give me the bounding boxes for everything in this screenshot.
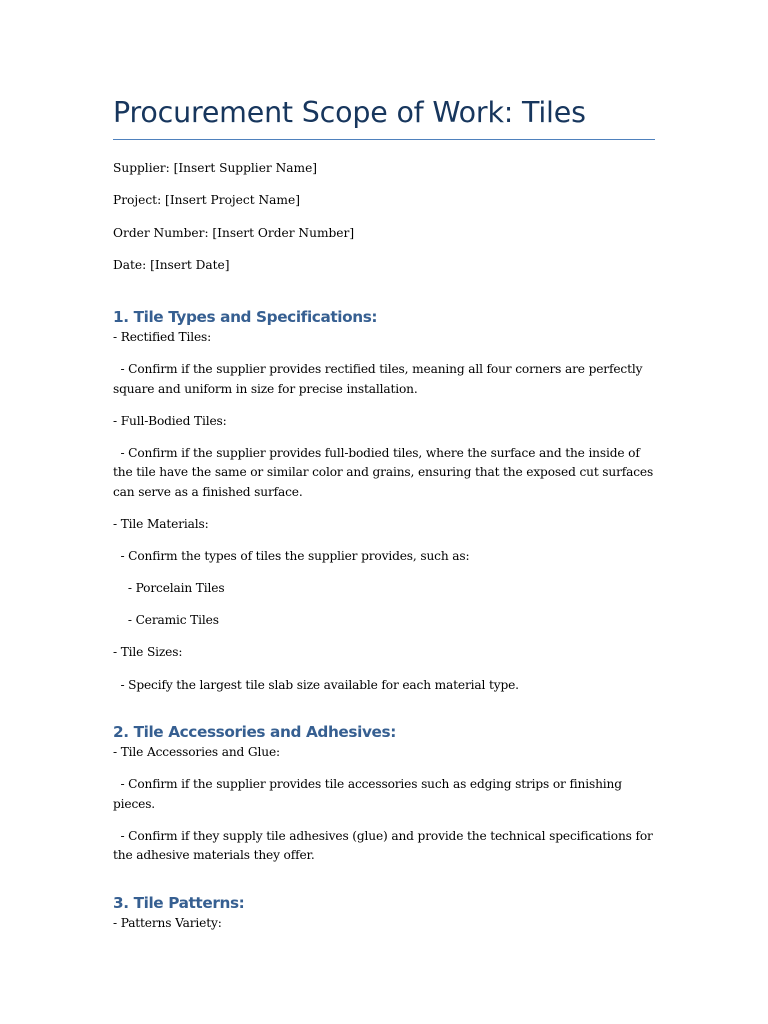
paragraph: - Rectified Tiles: <box>113 329 212 344</box>
date-line: Date: [Insert Date] <box>113 257 230 272</box>
document-meta <box>113 158 655 275</box>
title-divider <box>113 139 655 140</box>
paragraph: - Tile Materials: <box>113 517 209 532</box>
project-line: Project: [Insert Project Name] <box>113 193 300 208</box>
paragraph: - Confirm if the supplier provides rectified tiles, meaning all four corners are perfectly square and uniform in size for precise installation. <box>113 361 647 396</box>
paragraph: - Tile Sizes: <box>113 645 183 660</box>
paragraph: - Specify the largest tile slab size available for each material type. <box>113 677 519 692</box>
paragraph: - Tile Accessories and Glue: <box>113 745 280 760</box>
page-title: Procurement Scope of Work: Tiles <box>113 96 586 129</box>
section-tile-patterns <box>113 892 655 934</box>
document-page <box>113 92 655 946</box>
order-number-line: Order Number: [Insert Order Number] <box>113 225 355 240</box>
section-tile-types <box>113 306 655 695</box>
paragraph: - Porcelain Tiles <box>113 581 225 596</box>
paragraph: - Confirm if the supplier provides full-bodied tiles, where the surface and the inside of the tile have the same or similar color and grains, ensuring that the exposed cut surfaces can serve as a finished surface. <box>113 445 657 499</box>
paragraph: - Confirm if the supplier provides tile accessories such as edging strips or finishing pieces. <box>113 777 626 811</box>
paragraph: - Full-Bodied Tiles: <box>113 413 227 428</box>
section-heading: 3. Tile Patterns: <box>113 894 245 913</box>
paragraph: - Confirm if they supply tile adhesives (glue) and provide the technical specifications for the adhesive materials they offer. <box>113 828 657 863</box>
section-tile-accessories <box>113 721 655 866</box>
supplier-line: Supplier: [Insert Supplier Name] <box>113 161 318 175</box>
section-heading: 1. Tile Types and Specifications: <box>113 307 378 326</box>
section-heading: 2. Tile Accessories and Adhesives: <box>113 723 396 742</box>
paragraph: - Confirm the types of tiles the supplier provides, such as: <box>113 549 470 564</box>
paragraph: - Patterns Variety: <box>113 916 222 931</box>
paragraph: - Ceramic Tiles <box>113 613 219 628</box>
